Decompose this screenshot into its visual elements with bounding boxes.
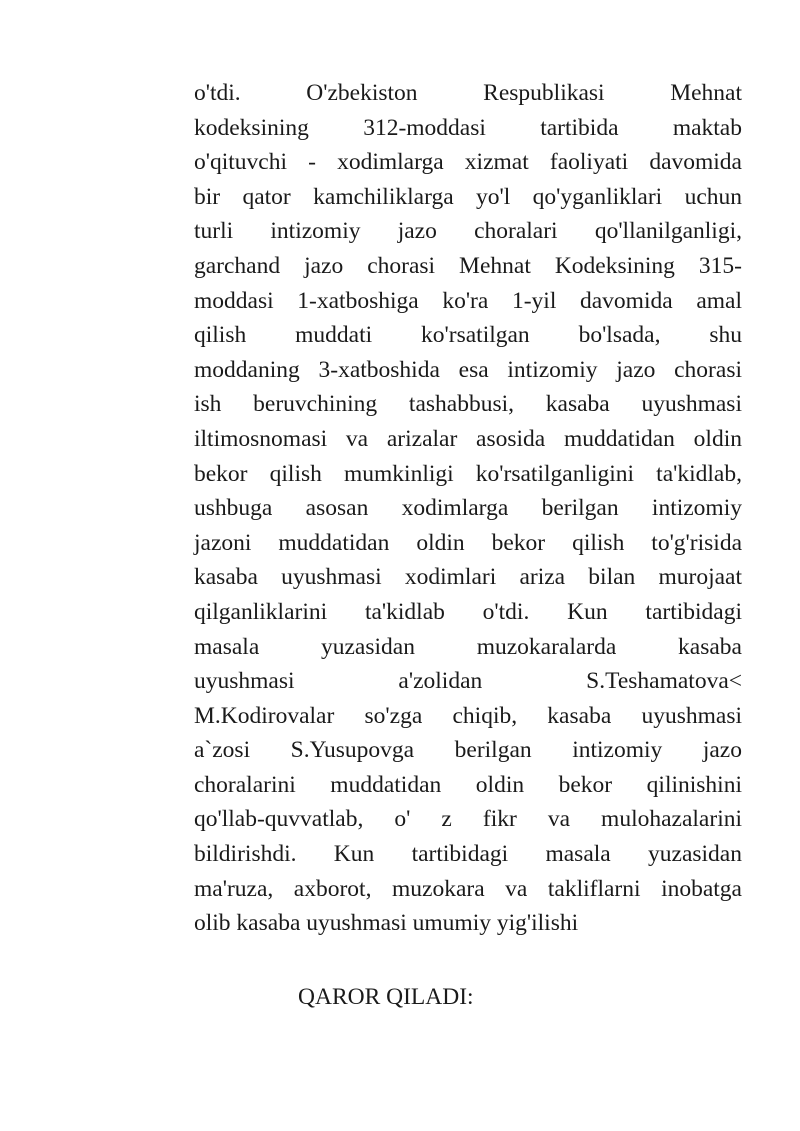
text-line: kasaba uyushmasi xodimlari ariza bilan murojaat bbox=[194, 564, 742, 591]
text-line: ushbuga asosan xodimlarga berilgan intizomiy bbox=[194, 495, 742, 522]
text-line: moddasi 1-xatboshiga ko'ra 1-yil davomida amal bbox=[194, 287, 742, 314]
text-line: o'qituvchi - xodimlarga xizmat faoliyati davomida bbox=[194, 149, 742, 176]
text-line: ish beruvchining tashabbusi, kasaba uyushmasi bbox=[194, 391, 742, 418]
text-line: masala yuzasidan muzokaralarda kasaba bbox=[194, 633, 742, 660]
text-line: qilganliklarini ta'kidlab o'tdi. Kun tartibidagi bbox=[194, 598, 742, 625]
text-line: kodeksining 312-moddasi tartibida maktab bbox=[194, 114, 742, 141]
text-line: iltimosnomasi va arizalar asosida muddatidan oldin bbox=[194, 425, 742, 452]
text-line: bekor qilish mumkinligi ko'rsatilganligini ta'kidlab, bbox=[194, 460, 742, 487]
text-line: M.Kodirovalar so'zga chiqib, kasaba uyushmasi bbox=[194, 702, 742, 729]
text-line: bildirishdi. Kun tartibidagi masala yuzasidan bbox=[194, 841, 742, 868]
document-body bbox=[194, 76, 742, 941]
text-line: choralarini muddatidan oldin bekor qilinishini bbox=[194, 771, 742, 798]
text-line: o'tdi. O'zbekiston Respublikasi Mehnat bbox=[194, 80, 742, 106]
decision-heading: QAROR QILADI: bbox=[298, 984, 474, 1010]
text-line: turli intizomiy jazo choralari qo'llanilganligi, bbox=[194, 218, 742, 245]
text-line: jazoni muddatidan oldin bekor qilish to'g'risida bbox=[194, 529, 742, 556]
text-line: ma'ruza, axborot, muzokara va takliflarni inobatga bbox=[194, 875, 742, 902]
text-line: olib kasaba uyushmasi umumiy yig'ilishi bbox=[194, 910, 579, 937]
text-line: uyushmasi a'zolidan S.Teshamatova< bbox=[194, 668, 742, 695]
text-line: qo'llab-quvvatlab, o' z fikr va mulohazalarini bbox=[194, 806, 742, 833]
text-line: bir qator kamchiliklarga yo'l qo'yganliklari uchun bbox=[194, 183, 742, 210]
text-line: moddaning 3-xatboshida esa intizomiy jazo chorasi bbox=[194, 356, 742, 383]
text-line: garchand jazo chorasi Mehnat Kodeksining 315- bbox=[194, 252, 742, 279]
text-line: a`zosi S.Yusupovga berilgan intizomiy jazo bbox=[194, 737, 742, 764]
text-line: qilish muddati ko'rsatilgan bo'lsada, shu bbox=[194, 322, 742, 349]
